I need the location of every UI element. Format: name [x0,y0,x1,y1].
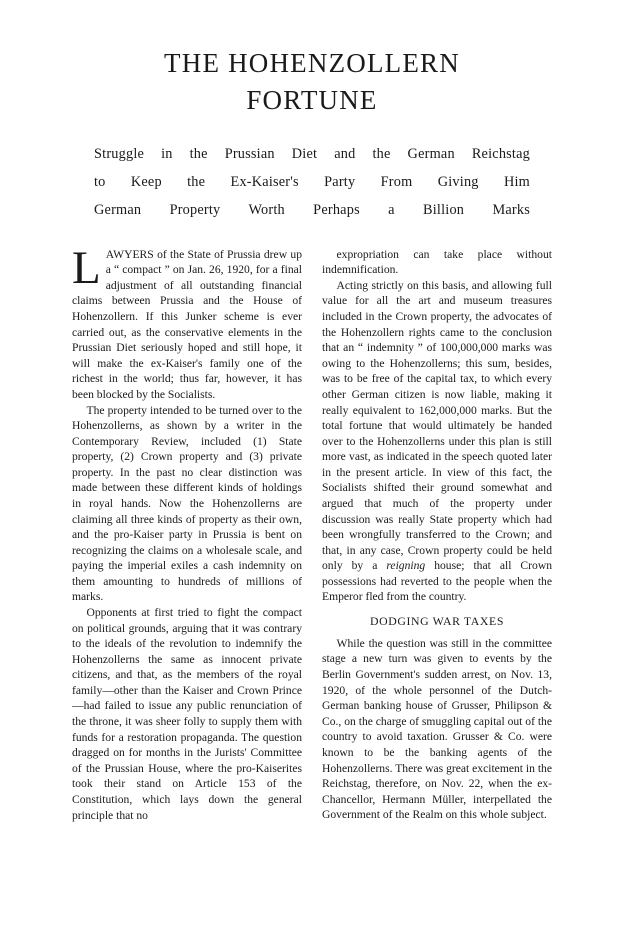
right-paragraph-1: expropriation can take place without indemnification. [322,247,552,277]
left-paragraph-3: Opponents at first tried to fight the compact on political grounds, arguing that it was contrary to the ideals of the revolution to indemnify the Hohenzollerns the same as innocent private citizens, and that, as the members of the royal family—other than the Kaiser and Crown Prince—had failed to issue any public renunciation of the throne, it was sheer folly to supply them with funds for a restoration propaganda. The question dragged on for months in the Jurists' Committee of the Prussian House, where the pro-Kaiserites took their stand on Article 153 of the Constitution, which lays down the general principle that no [72,606,302,822]
subtitle-line-1: Struggle in the Prussian Diet and the German Reichstag [94,146,530,163]
page-title [72,46,552,117]
body-columns [72,241,553,823]
left-paragraph-2: The property intended to be turned over to the Hohenzollerns, as shown by a writer in the Contemporary Review, included (1) State property, (2) Crown property and (3) private property. In the past no clear distinction was made between these different kinds of holdings in royal hands. Now the Hohenzollerns are claiming all three kinds of property as their own, and the pro-Kaiser party in Prussia is bent on recognizing the claims on a wholesale scale, and paying the imperial exiles a cash indemnity on them amounting to hundreds of millions of marks. [72,403,302,604]
section-heading-dodging-war-taxes: DODGING WAR TAXES [370,614,504,629]
left-paragraph-1-text: AWYERS of the State of Prussia drew up a “ compact ” on Jan. 26, 1920, for a final adjustment of all outstanding financial claims between Prussia and the House of Hohenzollern. If this Junker scheme is ever carried out, as the conservative elements in the Prussian Diet seriously hoped and still hope, it will make the ex-Kaiser's family one of the richest in the world; thus far, however, it has been blocked by the Socialists. [72,247,302,401]
title-line-1: THE HOHENZOLLERN [164,48,460,78]
title-line-2: FORTUNE [246,84,378,115]
subtitle [94,141,530,225]
drop-cap: L [72,241,101,294]
left-paragraph-1 [72,241,302,403]
right-paragraph-2: Acting strictly on this basis, and allowing full value for all the art and museum treasures included in the Crown property, the advocates of the Hohenzollern rights came to the conclusion that an “ indemnity ” of 100,000,000 marks was owing to the Hohenzollerns; this sum, besides, was to be free of the capital tax, to which every other German citizen is now liable, making it really equivalent to 162,000,000 marks. But the total fortune that would ultimately be handed over to the Hohenzollerns under this plan is still more vast, as indicated in the speech quoted later in the present article. In view of this fact, the Socialists shifted their ground somewhat and argued that much of the property under discussion was really State property which had been wrongfully transferred to the Crown; and that, in any case, Crown property could be held only by a reigning house; that all Crown possessions had reverted to the people when the Emperor fled from the country. [322,278,552,604]
subtitle-line-3: German Property Worth Perhaps a Billion Marks [94,201,530,218]
subtitle-line-2: to Keep the Ex-Kaiser's Party From Giving Him [94,173,530,190]
left-column [72,241,302,823]
right-paragraph-3: While the question was still in the committee stage a new turn was given to events by the Berlin Government's sudden arrest, on Nov. 13, 1920, of the whole personnel of the Dutch-German banking house of Grusser, Philipson & Co., on the charge of smuggling capital out of the country to avoid taxation. Grusser & Co. were known to be the banking agents of the Hohenzollerns. There was great excitement in the Reichstag, therefore, on Nov. 22, when the ex-Chancellor, Hermann Müller, interpellated the Government of the Realm on this whole subject. [322,636,553,822]
right-column [322,247,552,823]
